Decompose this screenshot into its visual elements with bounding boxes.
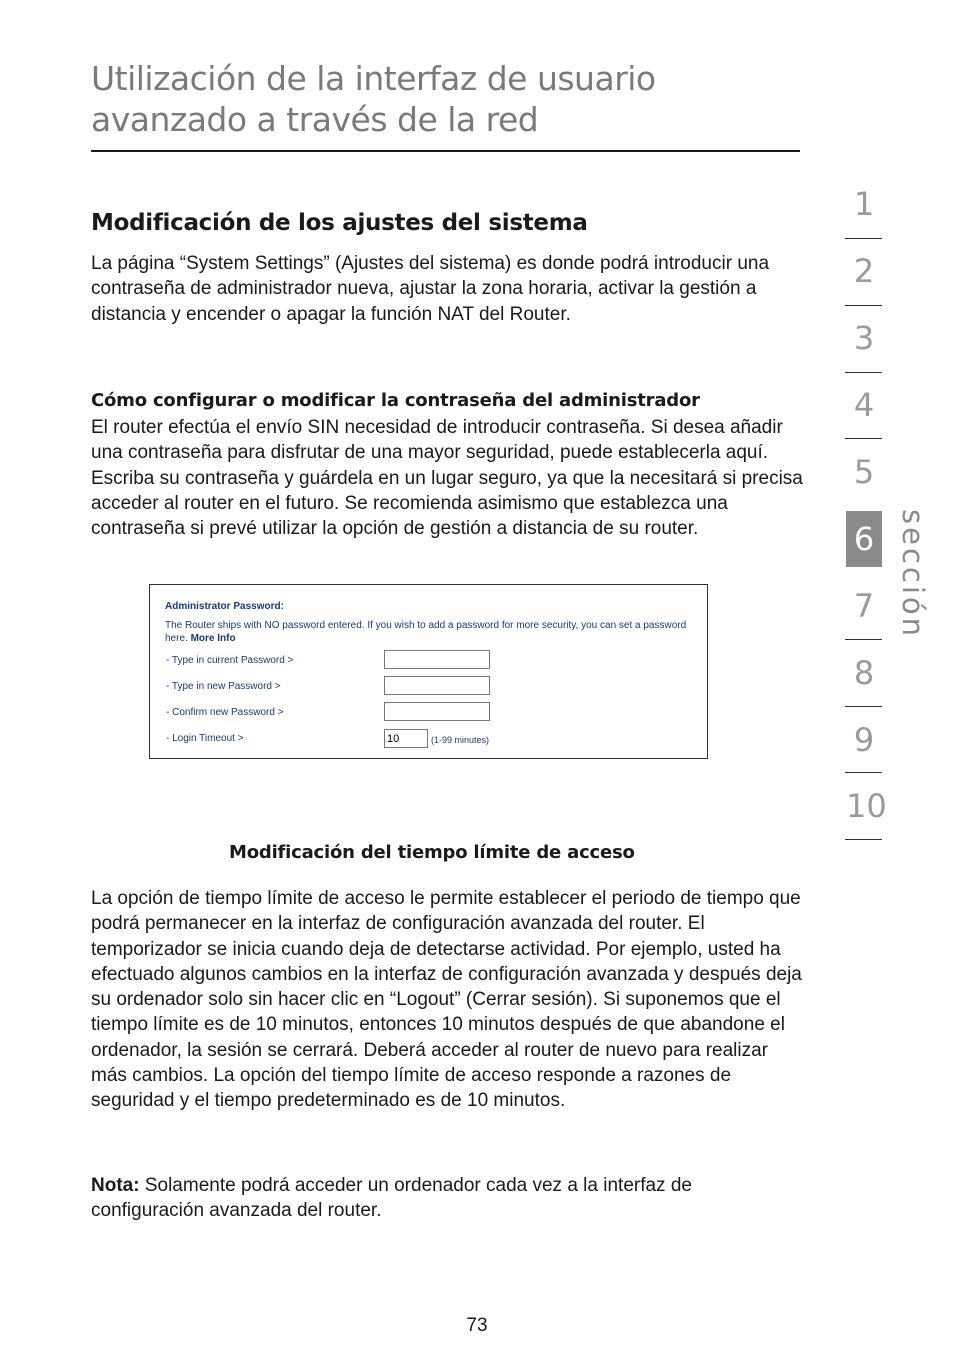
section-divider [845,772,882,773]
new-password-input[interactable] [384,676,490,695]
note-text: Solamente podrá acceder un ordenador cada vez a la interfaz de configuración avanzada del router. [91,1175,692,1222]
router-password-screenshot [149,584,708,759]
section-2[interactable]: 2 [853,252,875,290]
current-password-label: - Type in current Password > [166,655,294,666]
section-divider [845,706,882,707]
admin-password-header: Administrator Password: [165,601,284,612]
login-timeout-label: - Login Timeout > [166,733,244,744]
title-rule [91,150,800,152]
admin-password-description: The Router ships with NO password entered. If you wish to add a password for more security, you can set a password here. More Info [165,620,687,644]
password-paragraph: El router efectúa el envío SIN necesidad de introducir contraseña. Si desea añadir una contraseña para disfrutar de una mayor seguridad, puede establecerla aquí. Escriba su contraseña y guárdela en un lugar seguro, ya que la necesitará si precisa acceder al router en el futuro. Se recomienda asimismo que establezca una contraseña si prevé utilizar la opción de gestión a distancia de su router. [91,417,803,540]
section-7[interactable]: 7 [853,587,875,625]
more-info-link[interactable]: More Info [190,633,236,644]
timeout-paragraph: La opción de tiempo límite de acceso le permite establecer el periodo de tiempo que podrá permanecer en la interfaz de configuración avanzada del router. El temporizador se inicia cuando deja de detectarse actividad. Por ejemplo, usted ha efectuado algunos cambios en la interfaz de configuración avanzada y después deja su ordenador solo sin hacer clic en “Logout” (Cerrar sesión). Si suponemos que el tiempo límite es de 10 minutos, entonces 10 minutos después de que abandone el ordenador, la sesión se cerrará. Deberá acceder al router de nuevo para realizar más cambios. La opción del tiempo límite de acceso responde a razones de seguridad y el tiempo predeterminado es de 10 minutos. [91,888,802,1112]
section-divider [845,438,882,439]
note-label: Nota: [91,1175,140,1196]
section-8[interactable]: 8 [853,654,875,692]
new-password-label: - Type in new Password > [166,681,281,692]
section-10[interactable]: 10 [846,787,887,825]
timeout-subheading: Modificación del tiempo límite de acceso [229,842,635,863]
section-6-active[interactable]: 6 [846,511,882,567]
chapter-title: Utilización de la interfaz de usuario avanzado a través de la red [91,59,656,139]
section-3[interactable]: 3 [853,319,875,357]
login-timeout-hint: (1-99 minutes) [431,735,490,745]
note-paragraph [91,1173,806,1224]
password-subheading: Cómo configurar o modificar la contraseña del administrador [91,390,700,411]
current-password-input[interactable] [384,650,490,669]
intro-paragraph: La página “System Settings” (Ajustes del sistema) es donde podrá introducir una contraseña de administrador nueva, ajustar la zona horaria, activar la gestión a distancia y encender o apagar la función NAT del Router. [91,253,770,325]
section-divider [845,372,882,373]
section-5[interactable]: 5 [853,453,875,491]
login-timeout-input[interactable] [384,729,428,748]
confirm-password-label: - Confirm new Password > [166,707,284,718]
section-divider [845,639,882,640]
section-label: sección [896,509,930,640]
section-4[interactable]: 4 [853,386,875,424]
confirm-password-input[interactable] [384,702,490,721]
page-number: 73 [466,1315,488,1336]
section-divider [845,839,882,840]
section-divider [845,305,882,306]
section-heading: Modificación de los ajustes del sistema [91,210,588,236]
section-9[interactable]: 9 [853,721,875,759]
section-divider [845,238,882,239]
section-1[interactable]: 1 [853,185,875,223]
